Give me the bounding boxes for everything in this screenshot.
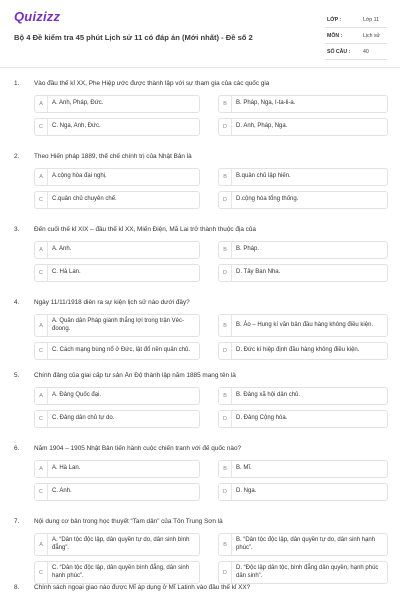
option-letter: C	[35, 343, 48, 359]
option-b[interactable]	[218, 387, 388, 405]
question-8	[0, 584, 400, 598]
meta-subject	[325, 29, 387, 44]
question-6	[0, 439, 400, 512]
question-number: 4.	[14, 299, 20, 306]
question-text: Đến cuối thế kỉ XIX – đầu thế kỉ XX, Miến Điện, Mã Lai trở thành thuộc địa của	[34, 226, 256, 233]
option-letter: D	[219, 411, 232, 427]
option-c[interactable]	[34, 342, 200, 360]
option-text: D.cộng hòa tổng thống.	[236, 196, 299, 203]
meta-class-value: Lớp 11	[363, 17, 379, 23]
option-letter: B	[219, 169, 232, 185]
option-text: C. Nga, Anh, Đức.	[52, 123, 101, 130]
option-letter: D	[219, 119, 232, 135]
option-b[interactable]	[218, 168, 388, 186]
option-letter: C	[35, 411, 48, 427]
question-2	[0, 147, 400, 220]
option-a[interactable]	[34, 387, 200, 405]
option-letter: C	[35, 119, 48, 135]
option-b[interactable]	[218, 241, 388, 259]
document-title: Bộ 4 Đề kiểm tra 45 phút Lịch sử 11 có đáp án (Mới nhất) - Đề số 2	[14, 33, 253, 42]
option-d[interactable]	[218, 342, 388, 360]
option-text: B. Pháp.	[236, 246, 260, 253]
option-text: C.quân chủ chuyên chế.	[52, 196, 117, 203]
option-letter: B	[219, 461, 232, 477]
question-7	[0, 512, 400, 594]
option-d[interactable]	[218, 561, 388, 584]
meta-subject-label: MÔN :	[327, 33, 343, 39]
question-text: Chính sách ngoại giao nào được Mĩ áp dụng ở Mĩ Latinh vào đầu thế kỉ XX?	[34, 584, 251, 591]
option-letter: A	[35, 461, 48, 477]
option-text: D. Đức kí hiệp định đầu hàng không điều kiện.	[236, 347, 360, 354]
option-c[interactable]	[34, 191, 200, 209]
option-letter: D	[219, 343, 232, 359]
option-text: A. Anh.	[52, 246, 72, 253]
option-letter: B	[219, 242, 232, 258]
question-3	[0, 220, 400, 293]
option-d[interactable]	[218, 410, 388, 428]
meta-class-label: LỚP :	[327, 17, 342, 23]
option-b[interactable]	[218, 95, 388, 113]
option-letter: B	[219, 96, 232, 112]
option-letter: C	[35, 484, 48, 500]
option-letter: C	[35, 192, 48, 208]
option-text: A. Hà Lan.	[52, 465, 81, 472]
meta-panel	[325, 13, 387, 61]
option-letter: B	[219, 388, 232, 404]
option-text: D. Nga.	[236, 488, 257, 495]
option-c[interactable]	[34, 561, 200, 584]
question-text: Ngày 11/11/1918 diễn ra sự kiện lịch sử nào dưới đây?	[34, 299, 190, 306]
question-number: 5.	[14, 372, 20, 379]
option-text: A. “Dân tộc độc lập, dân quyền tự do, dân sinh bình đẳng”.	[52, 537, 190, 551]
option-letter: A	[35, 534, 48, 555]
question-text: Nội dung cơ bản trong học thuyết “Tam dân” của Tôn Trung Sơn là	[34, 518, 223, 525]
option-letter: D	[219, 265, 232, 281]
option-text: B. Đảng xã hội dân chủ.	[236, 392, 301, 399]
option-text: B. “Dân tộc độc lập, dân quyền tự do, dân sinh hạnh phúc”.	[236, 537, 376, 551]
question-number: 3.	[14, 226, 20, 233]
option-letter: A	[35, 169, 48, 185]
option-a[interactable]	[34, 168, 200, 186]
question-5	[0, 366, 400, 439]
option-c[interactable]	[34, 118, 200, 136]
option-text: A. Anh, Pháp, Đức.	[52, 100, 104, 107]
option-a[interactable]	[34, 460, 200, 478]
option-text: A. Đảng Quốc đại.	[52, 392, 102, 399]
option-text: D. Anh, Pháp, Nga.	[236, 123, 288, 130]
option-text: B. Áo – Hung kí văn bản đầu hàng không điều kiện.	[236, 321, 374, 328]
option-c[interactable]	[34, 264, 200, 282]
option-text: D. “Độc lập dân tộc, bình đẳng dân quyền, hạnh phúc dân sinh”.	[236, 565, 379, 579]
option-d[interactable]	[218, 118, 388, 136]
option-text: B. Mĩ.	[236, 465, 252, 472]
option-c[interactable]	[34, 483, 200, 501]
option-letter: D	[219, 562, 232, 583]
option-letter: B	[219, 534, 232, 555]
question-4	[0, 293, 400, 366]
option-letter: B	[219, 315, 232, 336]
question-number: 2.	[14, 153, 20, 160]
option-text: A. Quân dân Pháp giành thắng lợi trong trận Véc-đoong.	[52, 318, 185, 332]
option-letter: A	[35, 388, 48, 404]
worksheet-header	[0, 0, 400, 66]
option-c[interactable]	[34, 410, 200, 428]
option-letter: A	[35, 315, 48, 336]
option-text: D. Tây Ban Nha.	[236, 269, 281, 276]
option-text: D. Đảng Cộng hòa.	[236, 415, 288, 422]
option-d[interactable]	[218, 191, 388, 209]
meta-count	[325, 45, 387, 60]
question-number: 6.	[14, 445, 20, 452]
option-letter: C	[35, 265, 48, 281]
option-text: B.quân chủ lập hiến.	[236, 173, 291, 180]
question-1	[0, 74, 400, 147]
option-b[interactable]	[218, 533, 388, 556]
option-a[interactable]	[34, 533, 200, 556]
quizizz-logo: Quizizz	[14, 9, 61, 24]
option-text: C. Hà Lan.	[52, 269, 81, 276]
option-b[interactable]	[218, 460, 388, 478]
option-text: A.cộng hòa đại nghị.	[52, 173, 107, 180]
header-divider	[0, 67, 400, 68]
question-number: 1.	[14, 80, 20, 87]
option-text: C. “Dân tộc độc lập, dân quyền bình đẳng, dân sinh hạnh phúc”.	[52, 565, 190, 579]
option-letter: A	[35, 96, 48, 112]
option-a[interactable]	[34, 314, 200, 337]
meta-class	[325, 13, 387, 28]
option-a[interactable]	[34, 241, 200, 259]
meta-count-label: SỐ CÂU :	[327, 49, 351, 55]
option-text: C. Đảng dân chủ tự do.	[52, 415, 115, 422]
question-text: Theo Hiến pháp 1889, thể chế chính trị của Nhật Bản là	[34, 153, 192, 160]
meta-count-value: 40	[363, 49, 369, 55]
meta-subject-value: Lịch sử	[363, 33, 381, 39]
option-letter: C	[35, 562, 48, 583]
question-text: Năm 1904 – 1905 Nhật Bản tiến hành cuộc chiến tranh với đế quốc nào?	[34, 445, 242, 452]
option-text: B. Pháp, Nga, I-ta-li-a.	[236, 100, 296, 107]
option-letter: D	[219, 484, 232, 500]
option-d[interactable]	[218, 264, 388, 282]
option-b[interactable]	[218, 314, 388, 337]
question-text: Vào đầu thế kỉ XX, Phe Hiệp ước được thành lập với sự tham gia của các quốc gia	[34, 80, 270, 87]
option-text: C. Cách mạng bùng nổ ở Đức, lật đổ nền quân chủ.	[52, 347, 191, 354]
option-a[interactable]	[34, 95, 200, 113]
option-letter: A	[35, 242, 48, 258]
question-text: Chính đảng của giai cấp tư sản Ấn Độ thành lập năm 1885 mang tên là	[34, 372, 236, 379]
option-letter: D	[219, 192, 232, 208]
question-list	[0, 74, 400, 594]
question-number: 8.	[14, 584, 20, 591]
option-d[interactable]	[218, 483, 388, 501]
option-text: C. Anh.	[52, 488, 72, 495]
question-number: 7.	[14, 518, 20, 525]
